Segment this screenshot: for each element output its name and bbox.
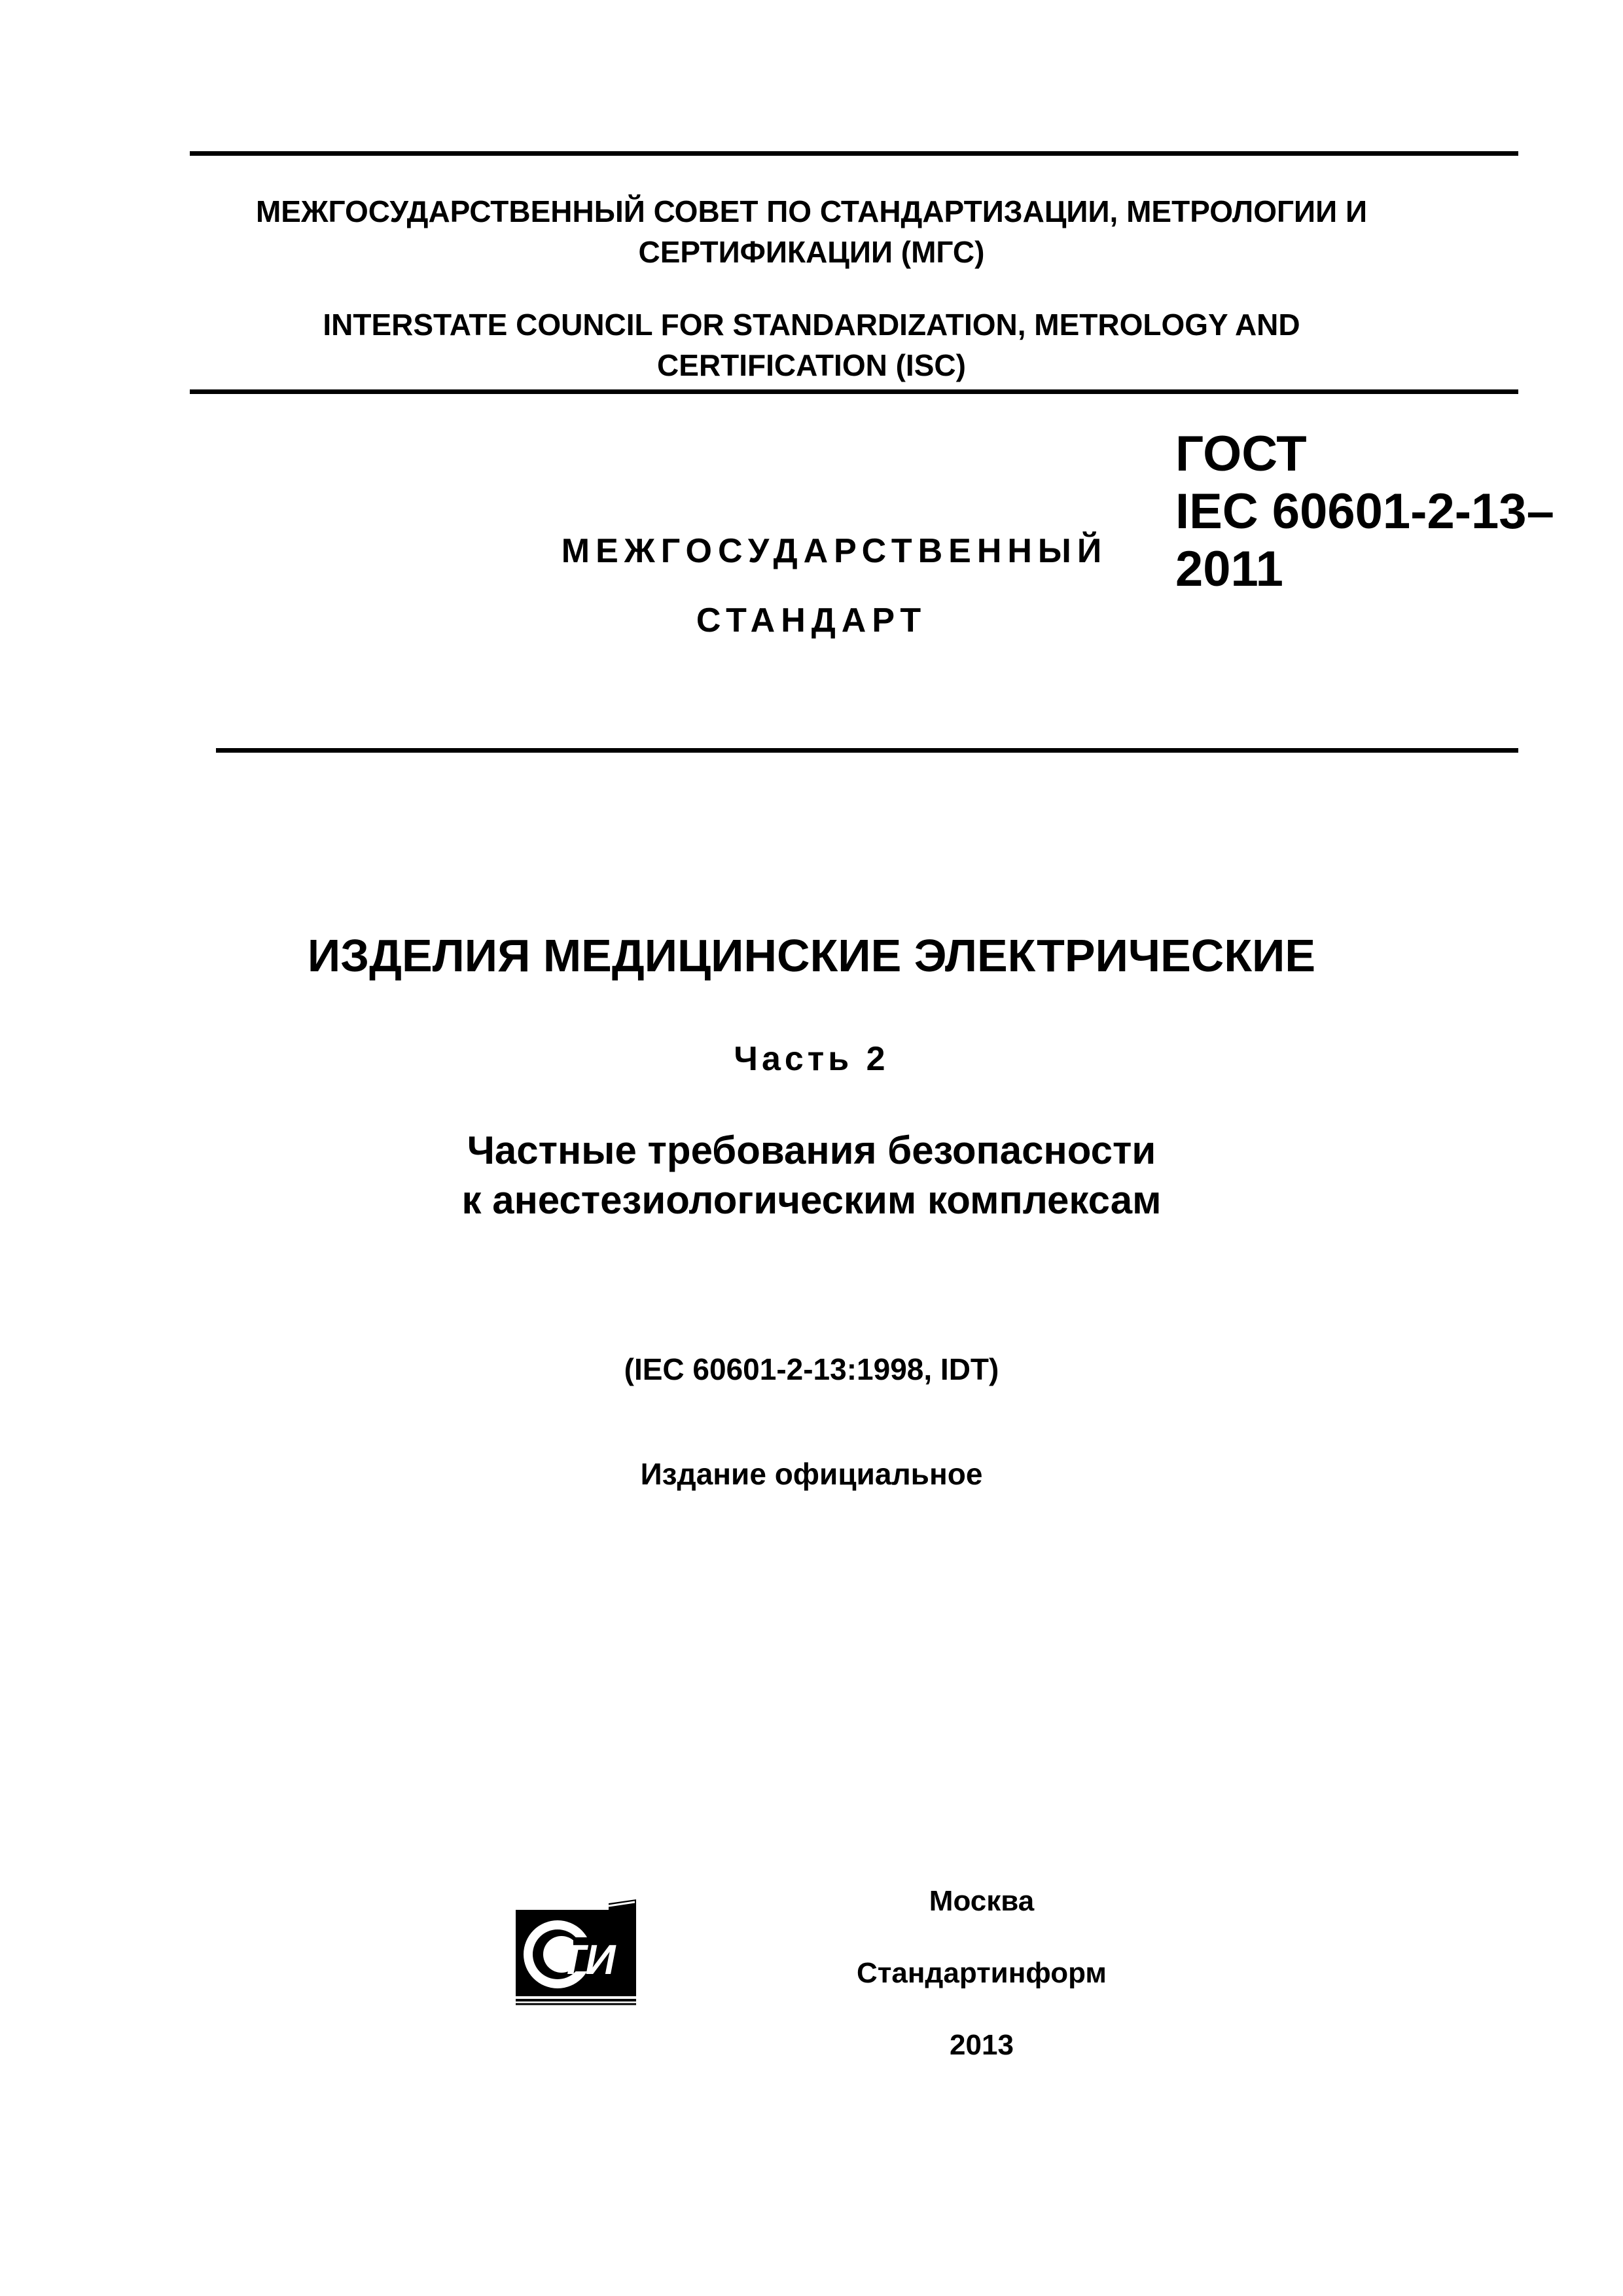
- imprint-publisher: Стандартинформ: [857, 1957, 1107, 1989]
- document-title: ИЗДЕЛИЯ МЕДИЦИНСКИЕ ЭЛЕКТРИЧЕСКИЕ: [307, 930, 1316, 981]
- standard-label-line2: СТАНДАРТ: [696, 601, 927, 639]
- council-divider: [190, 389, 1518, 394]
- standard-designation: [1175, 425, 1554, 598]
- header-divider: [216, 748, 1518, 753]
- standartinform-logo-icon: [510, 1898, 641, 2006]
- designation-line2: IEC 60601-2-13–: [1175, 484, 1554, 539]
- iec-reference: (IEC 60601-2-13:1998, IDT): [624, 1352, 999, 1386]
- edition-note: Издание официальное: [640, 1457, 983, 1491]
- council-name-en: [0, 304, 1623, 386]
- top-divider: [190, 151, 1518, 156]
- council-name-ru-line1: МЕЖГОСУДАРСТВЕННЫЙ СОВЕТ ПО СТАНДАРТИЗАЦИИ, МЕТРОЛОГИИ И: [255, 194, 1368, 228]
- designation-line3: 2011: [1175, 541, 1283, 597]
- designation-line1: ГОСТ: [1175, 426, 1307, 482]
- imprint-city: Москва: [929, 1885, 1035, 1917]
- standard-label-line1: МЕЖГОСУДАРСТВЕННЫЙ: [561, 532, 1108, 570]
- council-name-ru-line2: СЕРТИФИКАЦИИ (МГС): [638, 235, 985, 269]
- subtitle-line2: к анестезиологическим комплексам: [461, 1178, 1162, 1222]
- council-name-en-line1: INTERSTATE COUNCIL FOR STANDARDIZATION, METROLOGY AND: [323, 308, 1300, 342]
- document-part: Часть 2: [734, 1040, 889, 1078]
- council-name-en-line2: CERTIFICATION (ISC): [657, 348, 966, 382]
- document-subtitle: [0, 1126, 1623, 1225]
- imprint-year: 2013: [950, 2029, 1014, 2061]
- subtitle-line1: Частные требования безопасности: [467, 1128, 1156, 1172]
- council-name-ru: [0, 191, 1623, 272]
- svg-text:ТИ: ТИ: [560, 1936, 616, 1983]
